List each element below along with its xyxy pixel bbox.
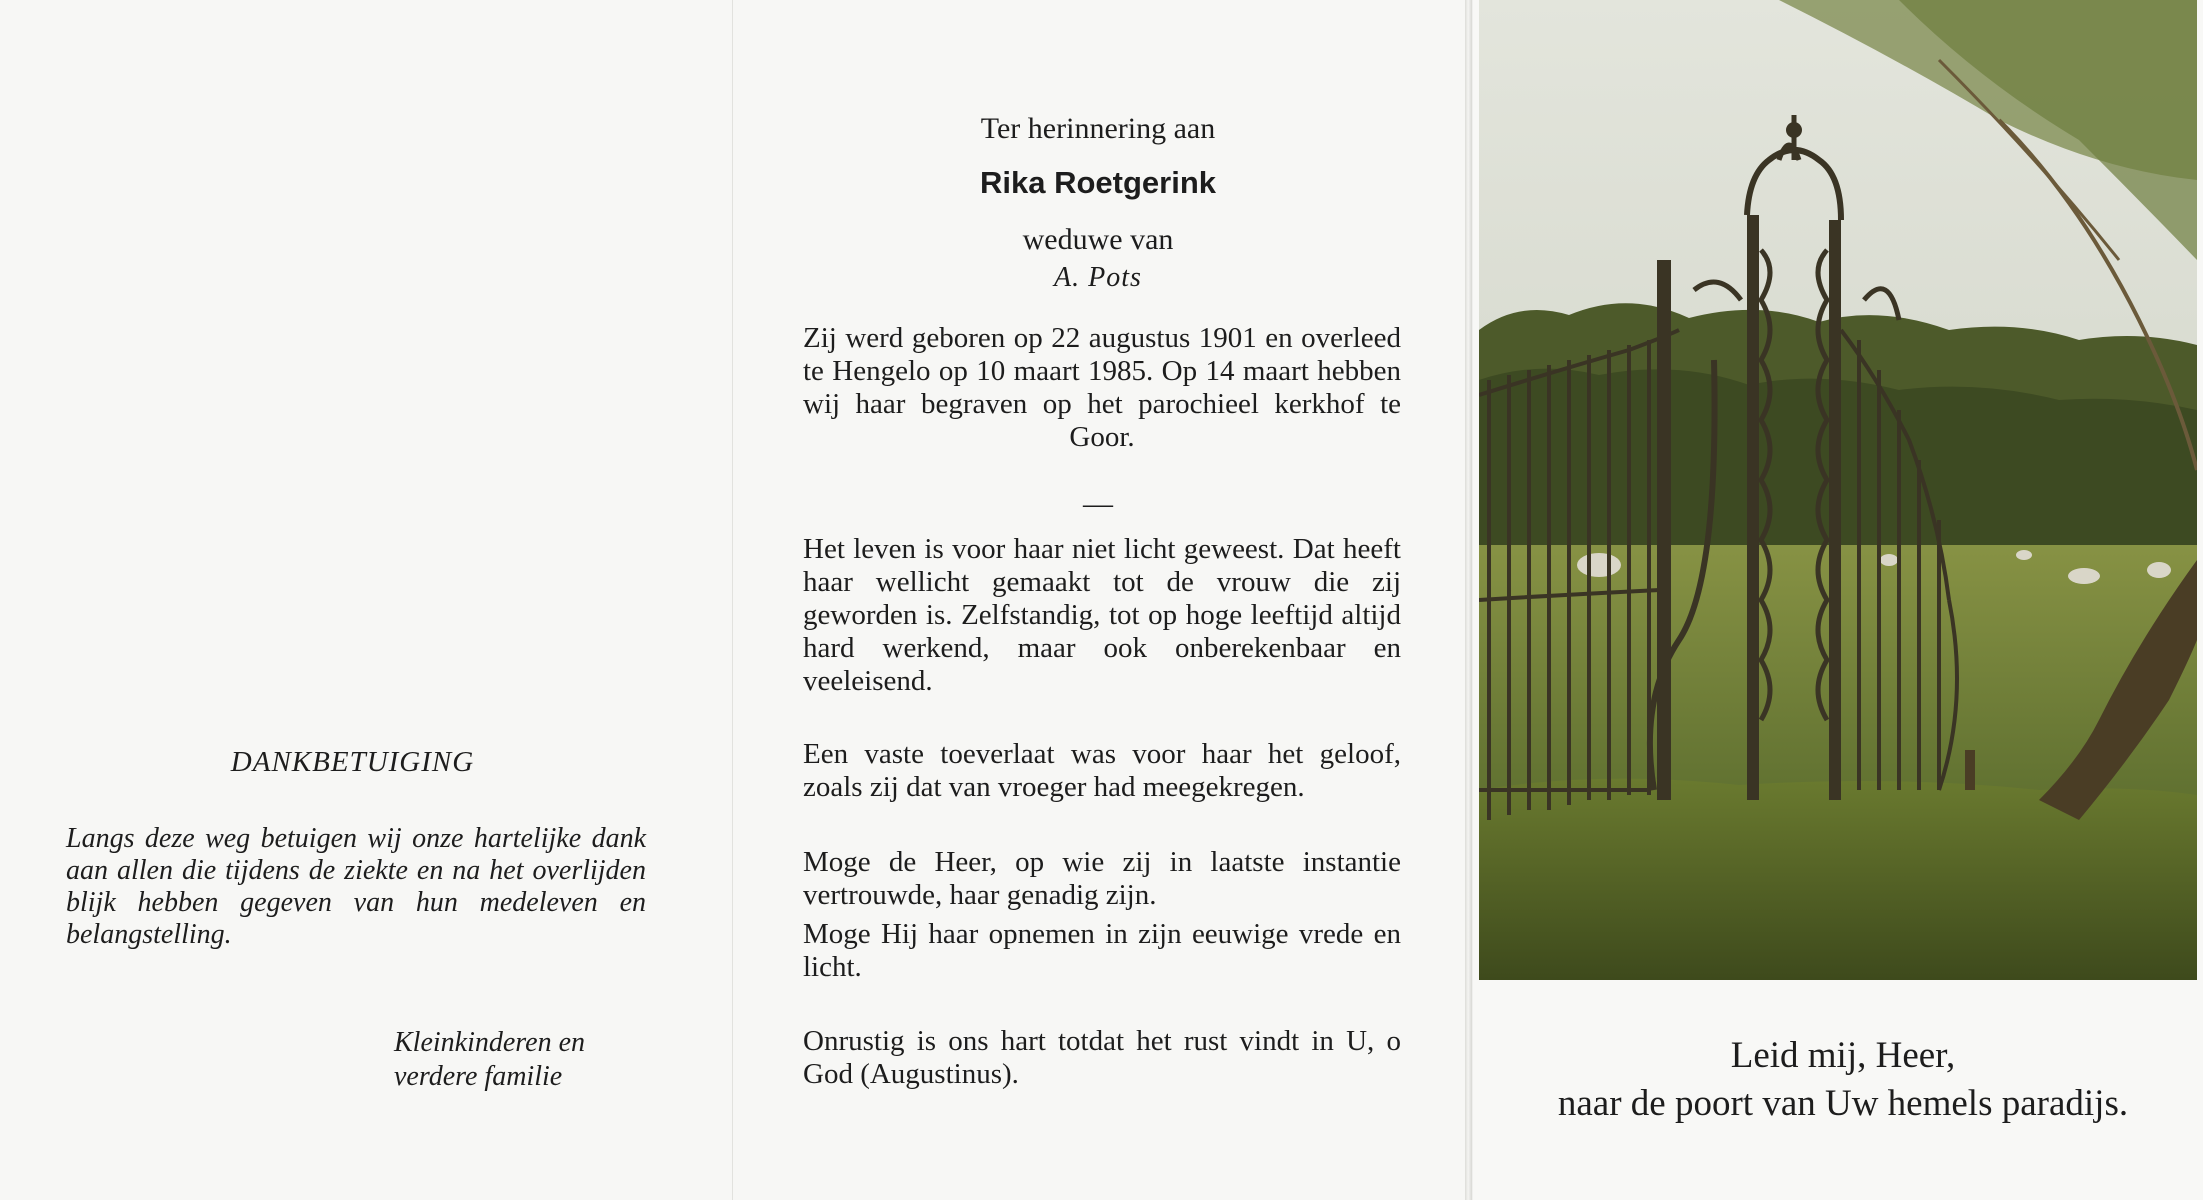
signature-line-1: Kleinkinderen en xyxy=(394,1027,586,1058)
deceased-name: Rika Roetgerink xyxy=(979,165,1216,200)
signature xyxy=(394,1026,694,1094)
prayer-line-2: naar de poort van Uw hemels paradijs. xyxy=(1557,1083,2129,1124)
paragraph-mercy: Moge de Heer, op wie zij in laatste instantie vertrouwde, haar genadig zijn. xyxy=(803,846,1401,911)
left-panel xyxy=(0,0,733,1200)
right-panel xyxy=(1473,0,2203,1200)
separator-dash: — xyxy=(1083,487,1113,520)
signature-line-2: verdere familie xyxy=(394,1061,563,1092)
spouse-name: A. Pots xyxy=(1054,262,1142,293)
paragraph-life: Het leven is voor haar niet licht geweest. Dat heeft haar wellicht gemaakt tot de vrouw die zij geworden is. Zelfstandig, tot op hoge leeftijd altijd hard werkend, maar ook onberekenbaar en veeleisend. xyxy=(803,533,1401,697)
gate-photo xyxy=(1479,0,2197,980)
middle-panel xyxy=(733,0,1465,1200)
thanks-body: Langs deze weg betuigen wij onze hartelijke dank aan allen die tijdens de ziekte en na het overlijden blijk hebben gegeven van hun medeleven en belangstelling. xyxy=(66,823,646,950)
intro-text: Ter herinnering aan xyxy=(980,112,1216,145)
paragraph-peace: Moge Hij haar opnemen in zijn eeuwige vrede en licht. xyxy=(803,918,1401,983)
widow-of-text: weduwe van xyxy=(1022,223,1174,256)
augustinus-quote: Onrustig is ons hart totdat het rust vindt in U, o God (Augustinus). xyxy=(803,1025,1401,1090)
prayer-line-1: Leid mij, Heer, xyxy=(1730,1035,1956,1076)
life-facts: Zij werd geboren op 22 augustus 1901 en overleed te Hengelo op 10 maart 1985. Op 14 maart hebben wij haar begraven op het parochieel kerkhof te Goor. xyxy=(803,322,1401,453)
thanks-title: DANKBETUIGING xyxy=(230,746,475,778)
fold-line xyxy=(1465,0,1472,1200)
paragraph-faith: Een vaste toeverlaat was voor haar het geloof, zoals zij dat van vroeger had meegekregen. xyxy=(803,738,1401,803)
